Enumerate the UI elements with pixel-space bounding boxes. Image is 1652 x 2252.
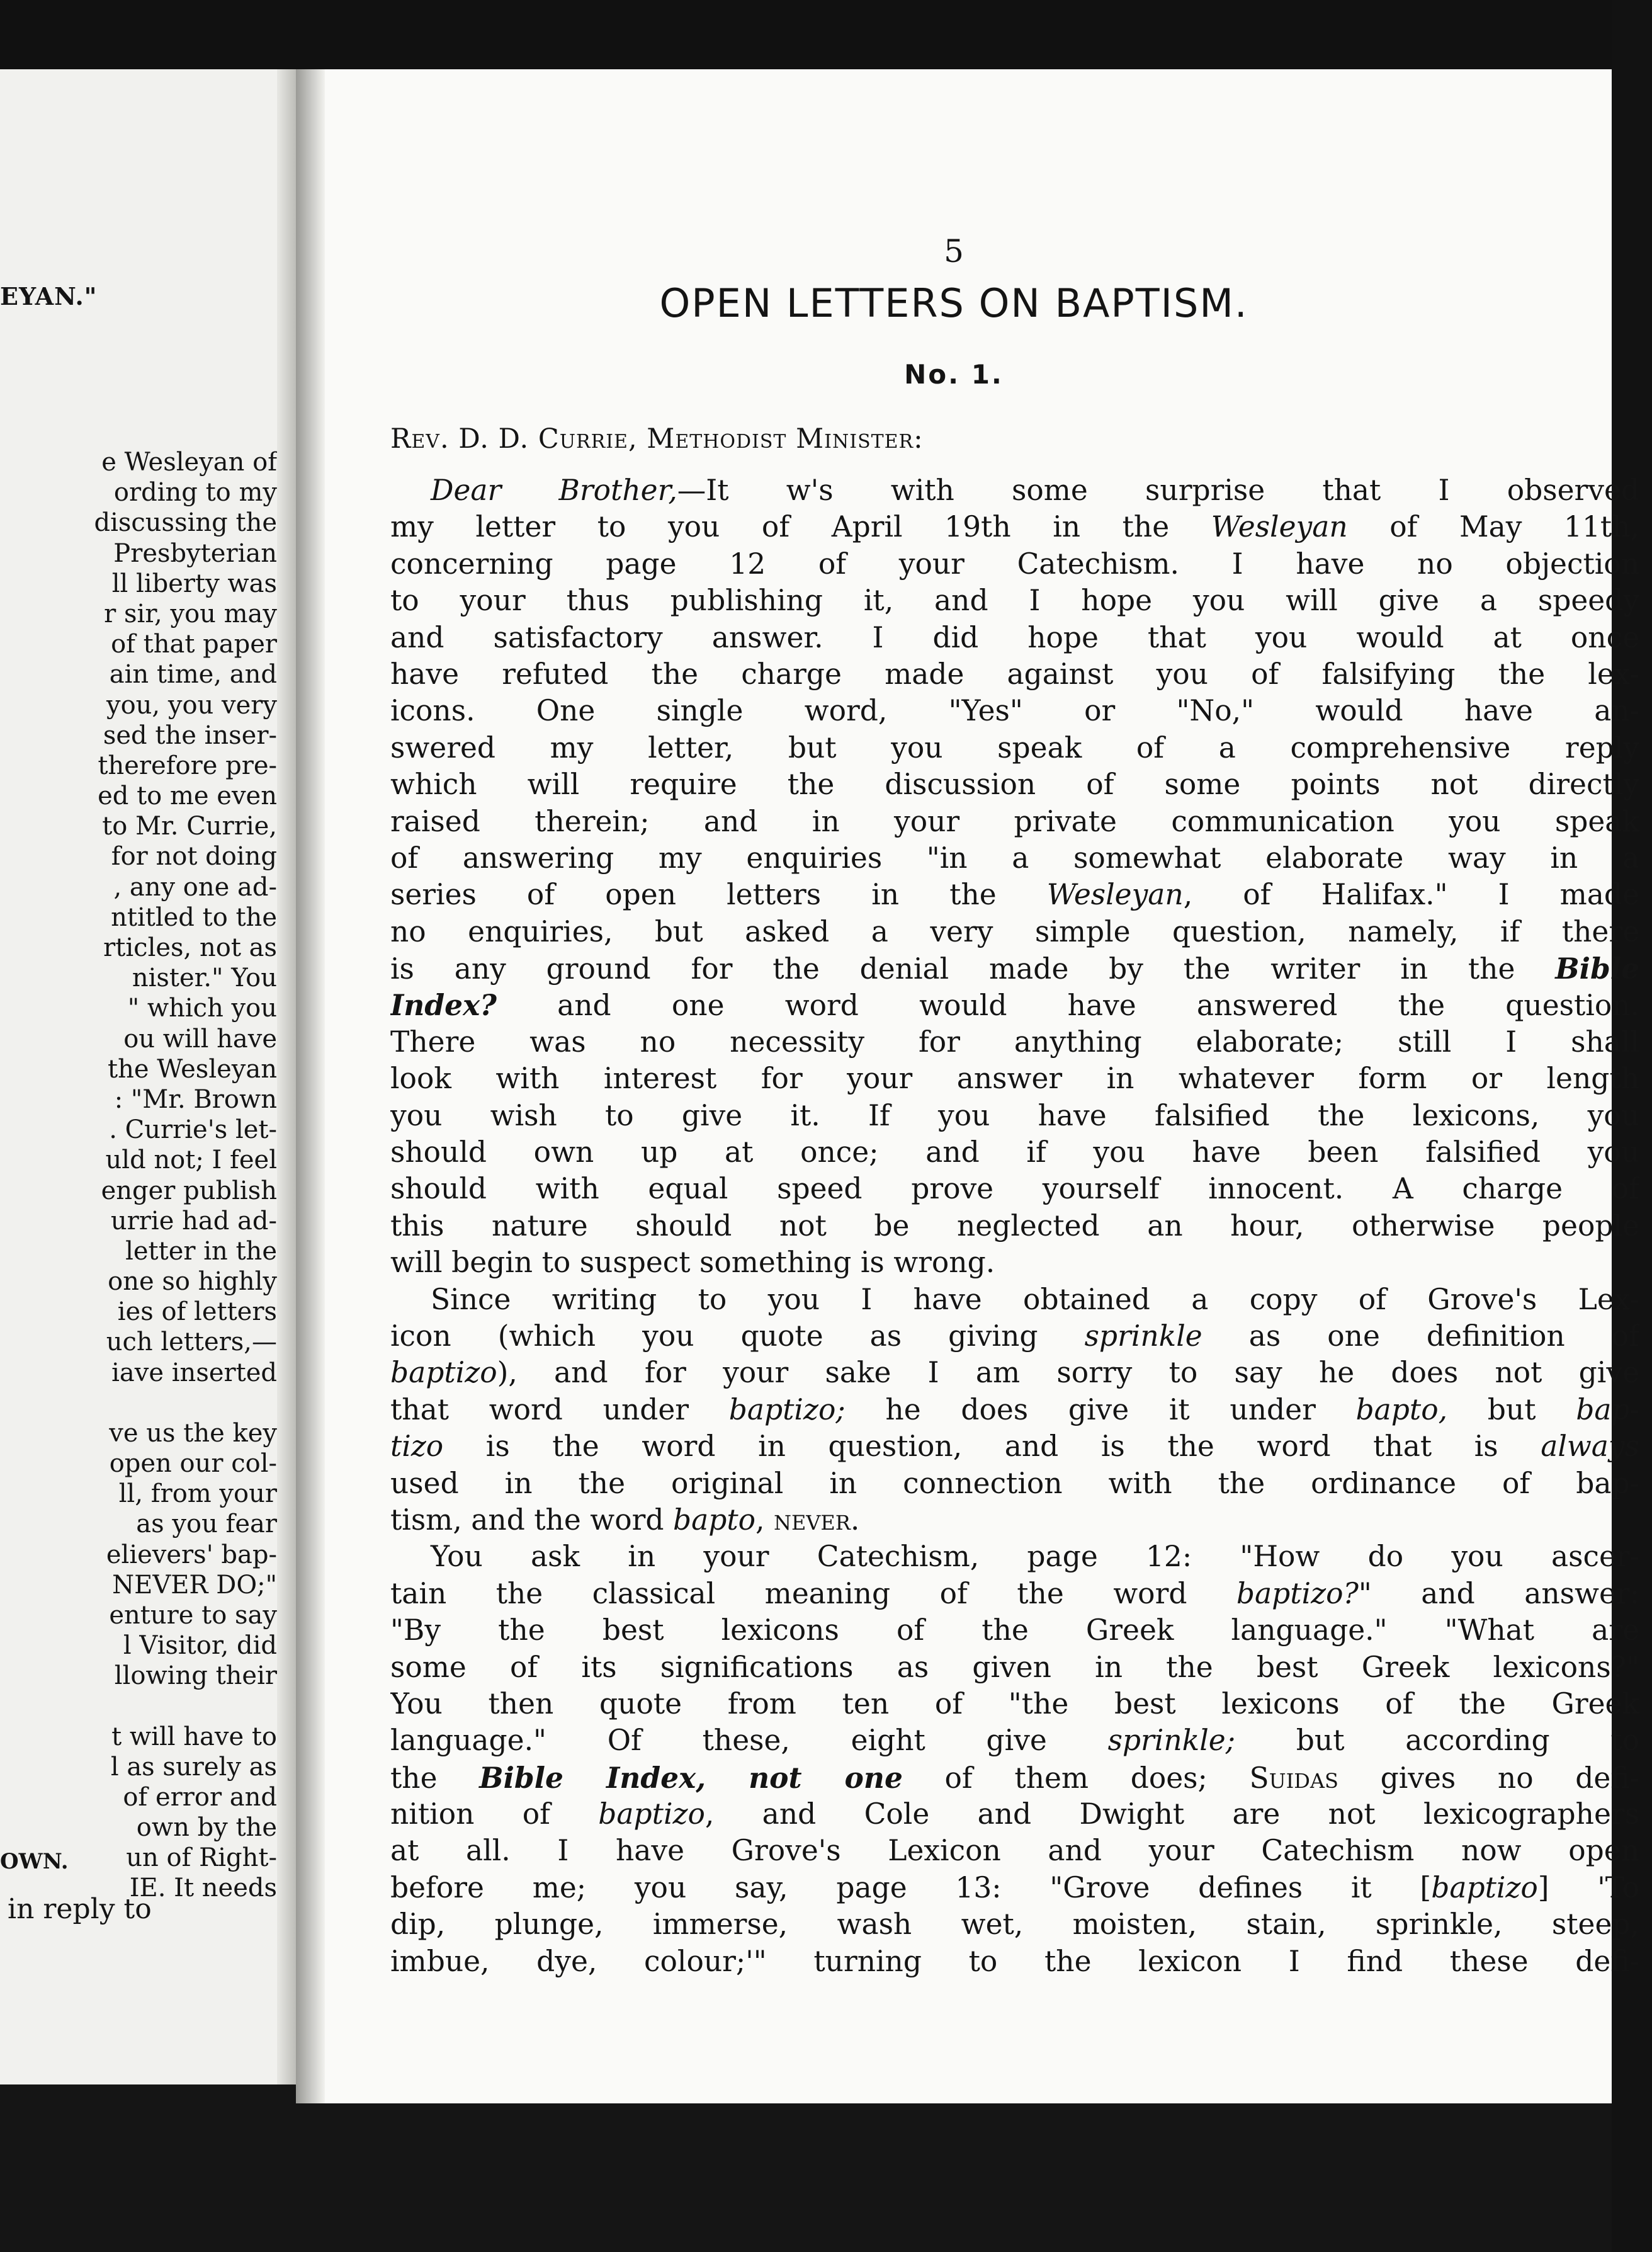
left-page-line: uld not; I feel: [105, 1146, 277, 1175]
left-page-line: un of Right-: [126, 1843, 277, 1873]
text-line: is any ground for the denial made by the writer in the Bible: [390, 952, 1639, 986]
left-page-line: nister." You: [132, 964, 277, 993]
text-line: concerning page 12 of your Catechism. I have no objection: [390, 547, 1639, 581]
left-page-line: ntitled to the: [111, 902, 277, 932]
salutation: Rev. D. D. Currie, Methodist Minister:: [390, 423, 924, 455]
left-page-line: l as surely as: [110, 1752, 277, 1782]
text-line: imbue, dye, colour;'" turning to the lexicon I find these defi-: [390, 1944, 1639, 1978]
text-line: will begin to suspect something is wrong.: [390, 1246, 995, 1280]
left-page-line: " which you: [127, 994, 277, 1023]
left-page-line: letter in the: [125, 1236, 277, 1266]
text-line: should with equal speed prove yourself innocent. A charge of: [390, 1172, 1639, 1206]
text-line: icons. One single word, "Yes" or "No," would have an-: [390, 694, 1639, 728]
left-page-line: ll liberty was: [111, 569, 277, 598]
text-line: look with interest for your answer in whatever form or length: [390, 1062, 1639, 1096]
left-page-line: discussing the: [94, 508, 277, 538]
left-page-line: ording to my: [113, 478, 277, 508]
left-page-line: r sir, you may: [104, 599, 277, 628]
left-page-text: [0, 447, 277, 1904]
text-line: tizo is the word in question, and is the word that is always: [390, 1430, 1639, 1464]
text-line: which will require the discussion of some points not directly: [390, 768, 1639, 802]
text-line: series of open letters in the Wesleyan, of Halifax." I made: [390, 878, 1639, 912]
left-page-signature: OWN.: [0, 1849, 69, 1874]
left-page-line: to Mr. Currie,: [102, 812, 277, 841]
left-page-line: uch letters,—: [106, 1328, 277, 1357]
left-page-line: l Visitor, did: [123, 1631, 277, 1661]
text-line: You ask in your Catechism, page 12: "How do you ascer-: [431, 1540, 1639, 1574]
left-page-line: , any one ad-: [113, 872, 277, 902]
left-page-gap: [0, 1692, 277, 1722]
text-line: "By the best lexicons of the Greek language." "What are: [390, 1613, 1639, 1647]
page-number: 5: [944, 233, 964, 270]
left-page-line: . Currie's let-: [109, 1115, 277, 1145]
left-page-line: ed to me even: [98, 782, 277, 811]
text-line: nition of baptizo, and Cole and Dwight are not lexicographers: [390, 1797, 1639, 1831]
left-page-line: : "Mr. Brown: [114, 1084, 277, 1114]
text-line: There was no necessity for anything elaborate; still I shall: [390, 1025, 1639, 1059]
left-page-line: e Wesleyan of: [101, 448, 277, 477]
text-line: this nature should not be neglected an hour, otherwise people: [390, 1208, 1639, 1243]
left-page-line: ve us the key: [109, 1418, 277, 1448]
text-line: Since writing to you I have obtained a copy of Grove's Lex-: [431, 1282, 1639, 1316]
left-page-heading: EYAN.": [0, 282, 98, 310]
left-page-fragment: [0, 69, 296, 2084]
text-line: that word under baptizo; he does give it under bapto, but bap-: [390, 1392, 1639, 1426]
text-line: you wish to give it. If you have falsified the lexicons, you: [390, 1098, 1639, 1132]
text-line: language." Of these, eight give sprinkle; but according to: [390, 1724, 1639, 1758]
left-page-line: t will have to: [111, 1722, 277, 1751]
left-page-line: elievers' bap-: [106, 1540, 277, 1569]
left-page-line: the Wesleyan: [108, 1054, 277, 1084]
text-line: Index? and one word would have answered the question.: [390, 988, 1639, 1023]
left-page-line: therefore pre-: [98, 751, 277, 780]
text-line: Dear Brother,—It w's with some surprise that I observed: [431, 474, 1639, 507]
text-line: my letter to you of April 19th in the Wesleyan of May 11th,: [390, 510, 1639, 544]
text-line: baptizo), and for your sake I am sorry to say he does not give: [390, 1356, 1639, 1390]
text-line: used in the original in connection with the ordinance of bap-: [390, 1466, 1639, 1500]
text-line: at all. I have Grove's Lexicon and your Catechism now open: [390, 1834, 1639, 1868]
text-line: some of its significations as given in the best Greek lexicons?": [390, 1650, 1639, 1684]
right-page: [296, 69, 1639, 2103]
text-line: tain the classical meaning of the word baptizo?" and answer:: [390, 1576, 1639, 1610]
text-line: and satisfactory answer. I did hope that you would at once: [390, 620, 1639, 654]
left-page-line: one so highly: [108, 1267, 277, 1297]
left-page-gap: [0, 1388, 277, 1418]
text-line: raised therein; and in your private communication you speak: [390, 804, 1639, 838]
left-page-line: as you fear: [136, 1510, 277, 1539]
left-page-line: of that paper: [111, 630, 277, 659]
left-page-line: open our col-: [109, 1449, 277, 1478]
left-page-line: NEVER DO;": [112, 1570, 277, 1600]
text-line: of answering my enquiries "in a somewhat elaborate way in a: [390, 841, 1639, 875]
scan-border-bottom: [0, 2078, 1652, 2252]
left-page-line: ies of letters: [117, 1297, 277, 1327]
text-line: should own up at once; and if you have been falsified you: [390, 1135, 1639, 1169]
text-line: tism, and the word bapto, never.: [390, 1503, 860, 1537]
left-page-line: enture to say: [109, 1600, 277, 1630]
left-page-line: own by the: [136, 1813, 277, 1843]
left-page-line: of error and: [123, 1782, 277, 1812]
letter-body: [390, 472, 1639, 1980]
text-line: the Bible Index, not one of them does; Suidas gives no defi-: [390, 1760, 1639, 1795]
text-line: before me; you say, page 13: "Grove defines it [baptizo] 'To: [390, 1870, 1639, 1904]
text-line: to your thus publishing it, and I hope you will give a speedy: [390, 584, 1639, 618]
left-page-line: rticles, not as: [103, 933, 277, 962]
left-page-line: enger publish: [101, 1176, 277, 1205]
text-line: have refuted the charge made against you of falsifying the lex-: [390, 657, 1639, 691]
left-page-line: you, you very: [106, 690, 277, 720]
left-page-edge: [277, 69, 296, 2084]
text-line: icon (which you quote as giving sprinkle as one definition of: [390, 1319, 1639, 1353]
text-line: swered my letter, but you speak of a comprehensive reply: [390, 731, 1639, 765]
left-page-reply: in reply to: [8, 1893, 152, 1925]
left-page-line: for not doing: [111, 842, 277, 872]
page-title: OPEN LETTERS ON BAPTISM.: [659, 280, 1248, 326]
left-page-line: urrie had ad-: [110, 1206, 277, 1236]
left-page-line: ll, from your: [118, 1479, 277, 1509]
left-page-line: ain time, and: [109, 660, 277, 690]
left-page-line: IE. It needs: [129, 1874, 277, 1903]
text-line: no enquiries, but asked a very simple question, namely, if there: [390, 914, 1639, 948]
left-page-line: sed the inser-: [103, 720, 277, 750]
left-page-line: Presbyterian: [113, 538, 277, 568]
text-line: You then quote from ten of "the best lexicons of the Greek: [390, 1686, 1639, 1720]
letter-number: No. 1.: [904, 359, 1004, 390]
left-page-line: iave inserted: [111, 1358, 277, 1387]
text-line: dip, plunge, immerse, wash wet, moisten, stain, sprinkle, steep,: [390, 1908, 1639, 1942]
left-page-line: ou will have: [123, 1024, 277, 1054]
left-page-line: llowing their: [114, 1661, 277, 1691]
